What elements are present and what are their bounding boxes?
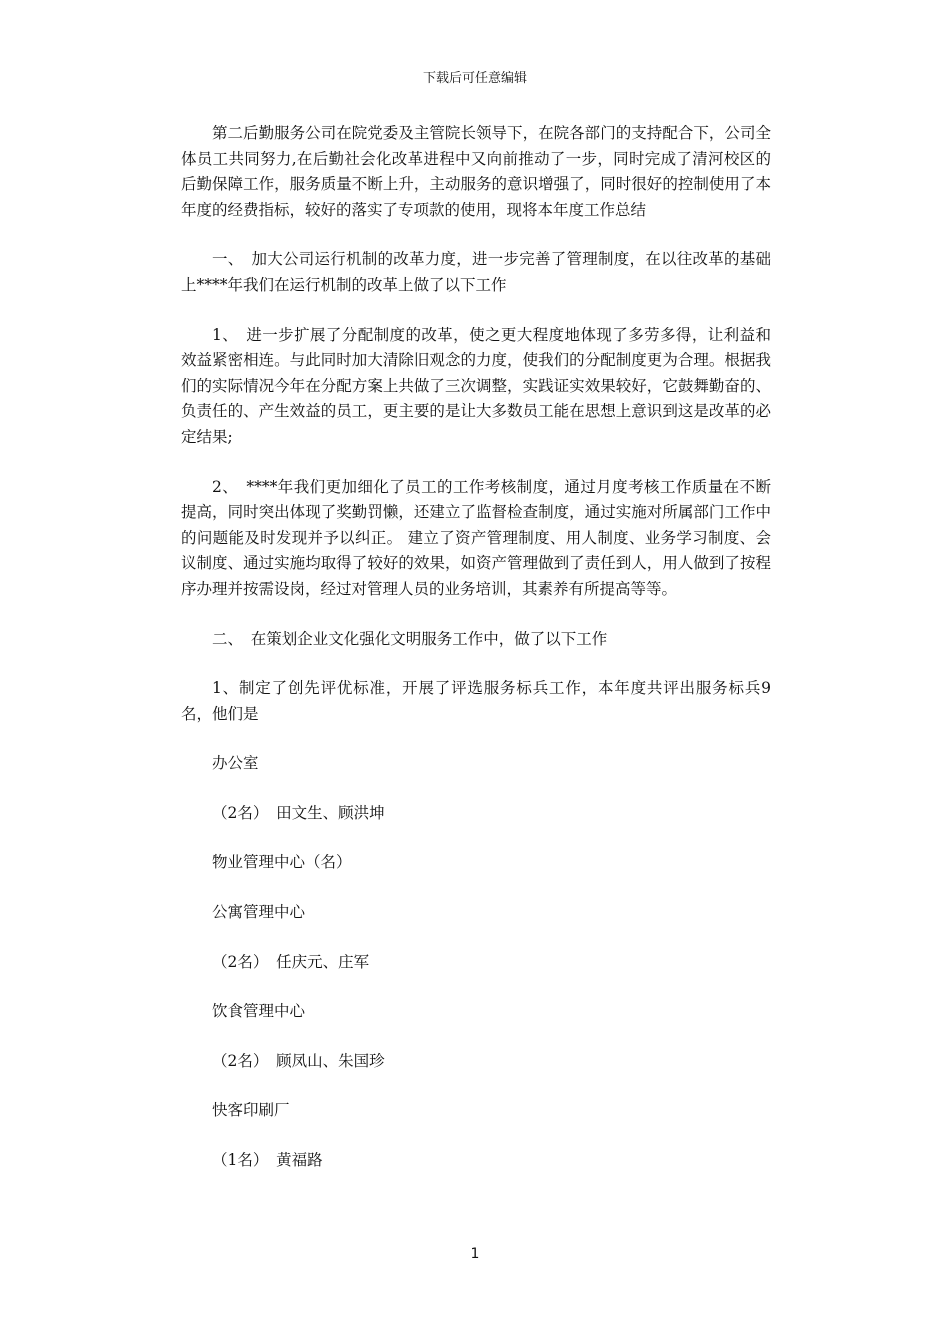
section-one-item-2: 2、 ****年我们更加细化了员工的工作考核制度，通过月度考核工作质量在不断提高，同时突出体现了奖勤罚懒，还建立了监督检查制度，通过实施对所属部门工作中的问题能及时发现并予以纠正。 建立了资产管理制度、用人制度、业务学习制度、会议制度、通过实施均取得了较好的效果，如资产管理做到了责任到人，用人做到了按程序办理并按需设岗，经过对管理人员的业务培训，其素养有所提高等等。 xyxy=(181,477,771,598)
document-body xyxy=(181,121,771,1198)
list-item: （1名） 黄福路 xyxy=(212,1151,323,1170)
list-item: 办公室 xyxy=(212,754,259,773)
list-item: 饮食管理中心 xyxy=(212,1002,306,1021)
list-item: （2名） 任庆元、庄军 xyxy=(212,952,370,971)
section-two-heading: 二、 在策划企业文化强化文明服务工作中，做了以下工作 xyxy=(212,629,608,648)
list-item: （2名） 田文生、顾洪坤 xyxy=(212,803,385,822)
list-item: 快客印刷厂 xyxy=(212,1101,290,1120)
list-item: （2名） 顾凤山、朱国珍 xyxy=(212,1051,385,1070)
section-one-heading: 一、 加大公司运行机制的改革力度，进一步完善了管理制度，在以往改革的基础上****年我们在运行机制的改革上做了以下工作 xyxy=(181,250,771,294)
intro-paragraph: 第二后勤服务公司在院党委及主管院长领导下，在院各部门的支持配合下，公司全体员工共同努力,在后勤社会化改革进程中又向前推动了一步，同时完成了清河校区的后勤保障工作，服务质量不断上升，主动服务的意识增强了，同时很好的控制使用了本年度的经费指标，较好的落实了专项款的使用，现将本年度工作总结 xyxy=(181,124,771,219)
page-number: 1 xyxy=(470,1246,480,1262)
list-item: 物业管理中心（名） xyxy=(212,853,352,872)
section-one-item-1: 1、 进一步扩展了分配制度的改革，使之更大程度地体现了多劳多得，让利益和效益紧密相连。与此同时加大清除旧观念的力度，使我们的分配制度更为合理。根据我们的实际情况今年在分配方案上共做了三次调整，实践证实效果较好，它鼓舞勤奋的、负责任的、产生效益的员工，更主要的是让大多数员工能在思想上意识到这是改革的必定结果; xyxy=(181,325,771,446)
page-header: 下载后可任意编辑 xyxy=(422,71,527,86)
section-two-item-1: 1、制定了创先评优标准，开展了评选服务标兵工作，本年度共评出服务标兵9名，他们是 xyxy=(181,679,771,723)
list-item: 公寓管理中心 xyxy=(212,903,306,922)
